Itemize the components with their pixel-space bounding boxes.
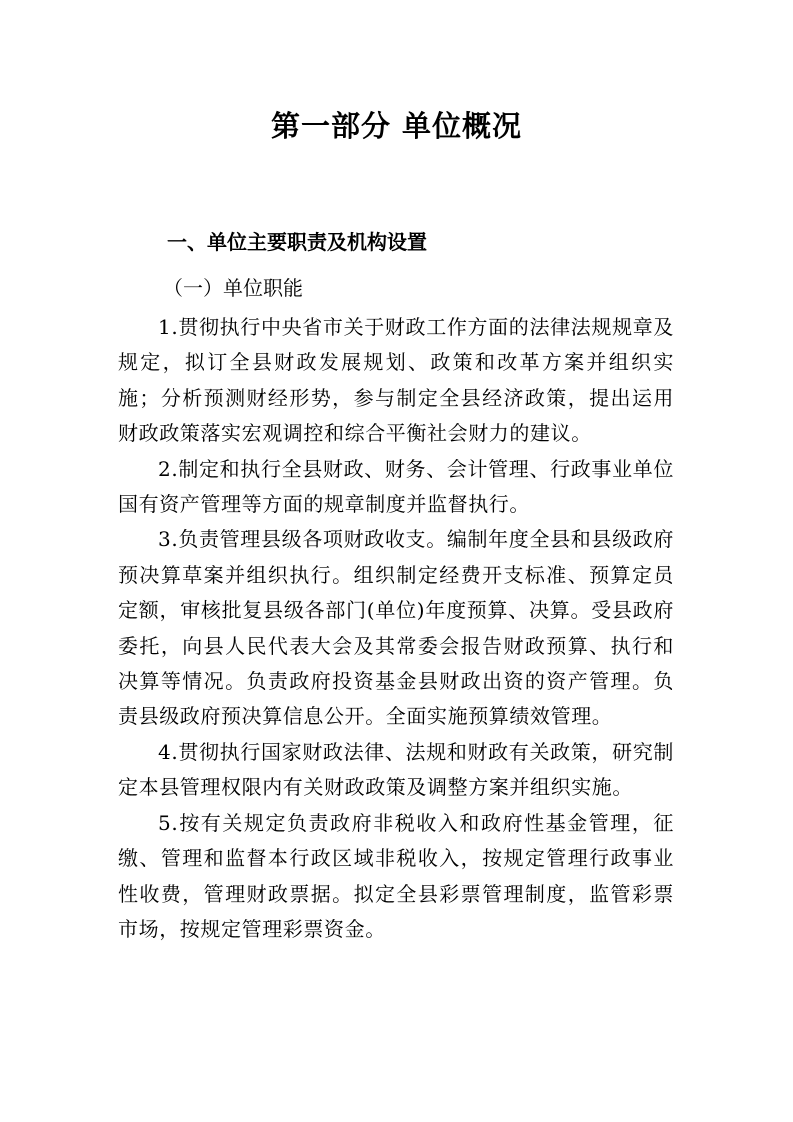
page-title: 第一部分 单位概况 <box>270 109 523 143</box>
paragraph-5: 5.按有关规定负责政府非税收入和政府性基金管理，征缴、管理和监督本行政区域非税收入，按规定管理行政事业性收费，管理财政票据。拟定全县彩票管理制度，监管彩票市场，按规定管理彩票资金。 <box>118 810 674 941</box>
paragraph-1: 1.贯彻执行中央省市关于财政工作方面的法律法规规章及规定，拟订全县财政发展规划、政策和改革方案并组织实施；分析预测财经形势，参与制定全县经济政策，提出运用财政政策落实宏观调控和综合平衡社会财力的建议。 <box>118 315 674 446</box>
paragraph-2: 2.制定和执行全县财政、财务、会计管理、行政事业单位国有资产管理等方面的规章制度并监督执行。 <box>118 456 674 517</box>
paragraph-4: 4.贯彻执行国家财政法律、法规和财政有关政策，研究制定本县管理权限内有关财政政策及调整方案并组织实施。 <box>118 739 674 800</box>
paragraph-3: 3.负责管理县级各项财政收支。编制年度全县和县级政府预决算草案并组织执行。组织制定经费开支标准、预算定员定额，审核批复县级各部门(单位)年度预算、决算。受县政府委托，向县人民代表大会及其常委会报告财政预算、执行和决算等情况。负责政府投资基金县财政出资的资产管理。负责县级政府预决算信息公开。全面实施预算绩效管理。 <box>118 527 674 729</box>
section-heading: 一、单位主要职责及机构设置 <box>167 230 427 254</box>
subsection-heading: （一）单位职能 <box>163 276 303 300</box>
body-text <box>118 310 674 947</box>
